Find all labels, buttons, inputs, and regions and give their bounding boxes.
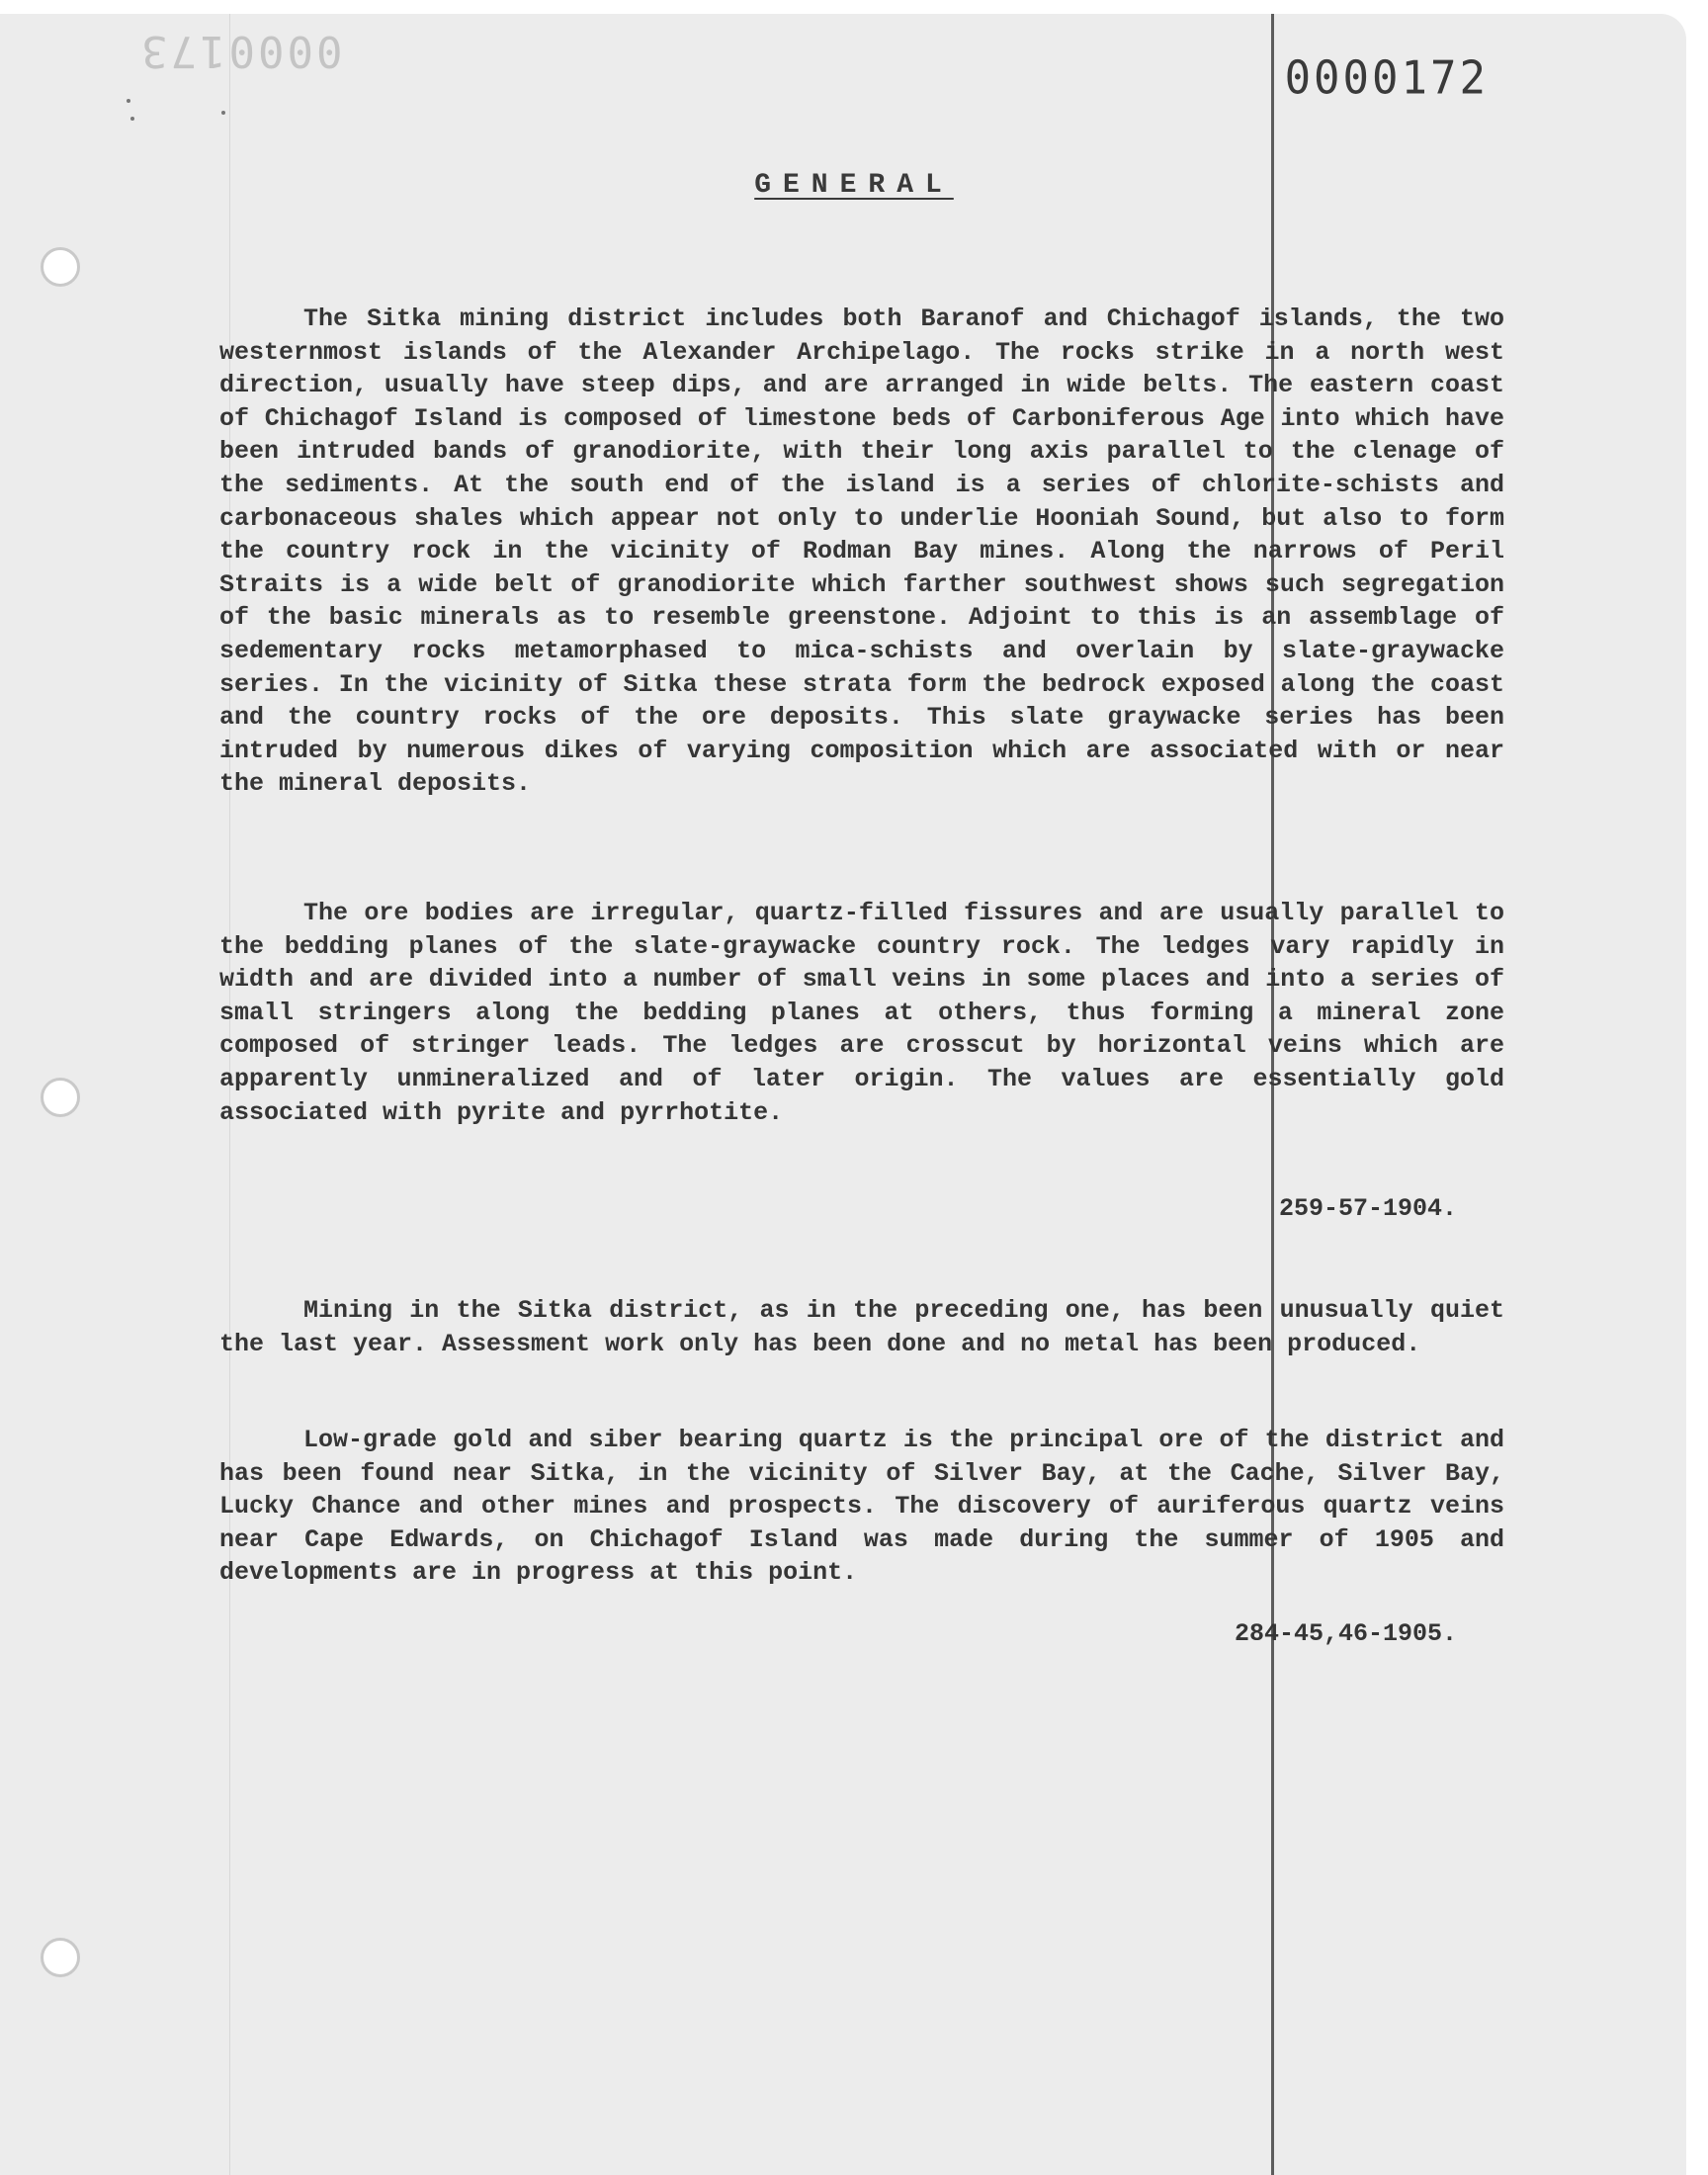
reference-1904: 259-57-1904. xyxy=(1278,1194,1457,1223)
punch-hole xyxy=(41,1078,80,1117)
paragraph-geology: The Sitka mining district includes both Baranof and Chichagof islands, the two westernmost islands of the Alexander Archipelago. The rocks strike in a north west direction, usually have steep dips, and are arranged in wide belts. The eastern coast of Chichagof Island is composed of limestone beds of Carboniferous Age into which have been intruded bands of granodiorite, with their long axis parallel to the clenage of the sediments. At the south end of the island is a series of chlorite-schists and carbonaceous shales which appear not only to underlie Hooniah Sound, but also to form the country rock in the vicinity of Rodman Bay mines. Along the narrows of Peril Straits is a wide belt of granodiorite which farther southwest shows such segregation of the basic minerals as to resemble greenstone. Adjoint to this is an assemblage of sedementary rocks metamorphased to mica-schists and overlain by slate-graywacke series. In the vicinity of Sitka these strata form the bedrock exposed along the coast and the country rocks of the ore deposits. This slate graywacke series has been intruded by numerous dikes of varying composition which are associated with or near the mineral deposits. xyxy=(219,304,1504,799)
paragraph-ore-bodies: The ore bodies are irregular, quartz-filled fissures and are usually parallel to the bedding planes of the slate-graywacke country rock. The ledges vary rapidly in width and are divided into a number of small veins in some places and into a series of small stringers along the bedding planes at others, thus forming a mineral zone composed of stringer leads. The ledges are crosscut by horizontal veins which are apparently unmineralized and of later origin. The values are essentially gold associated with pyrite and pyrrhotite. xyxy=(219,899,1504,1127)
page-number-stamp: 0000172 xyxy=(1284,51,1489,106)
punch-hole xyxy=(41,1938,80,1977)
faded-page-stamp: 0000173 xyxy=(138,26,343,76)
speck xyxy=(221,111,225,115)
speck xyxy=(130,117,134,121)
paragraph-mining-activity: Mining in the Sitka district, as in the preceding one, has been unusually quiet the last year. Assessment work only has been done and no metal has been produced. xyxy=(219,1296,1504,1358)
document-title: GENERAL xyxy=(754,170,954,201)
reference-1905: 284-45,46-1905. xyxy=(1234,1619,1457,1648)
paragraph-gold-silver: Low-grade gold and siber bearing quartz is the principal ore of the district and has been found near Sitka, in the vicinity of Silver Bay, at the Cache, Silver Bay, Lucky Chance and other mines and prospects. The discovery of auriferous quartz veins near Cape Edwards, on Chichagof Island was made during the summer of 1905 and developments are in progress at this point. xyxy=(219,1426,1504,1588)
speck xyxy=(127,99,130,103)
punch-hole xyxy=(41,247,80,287)
